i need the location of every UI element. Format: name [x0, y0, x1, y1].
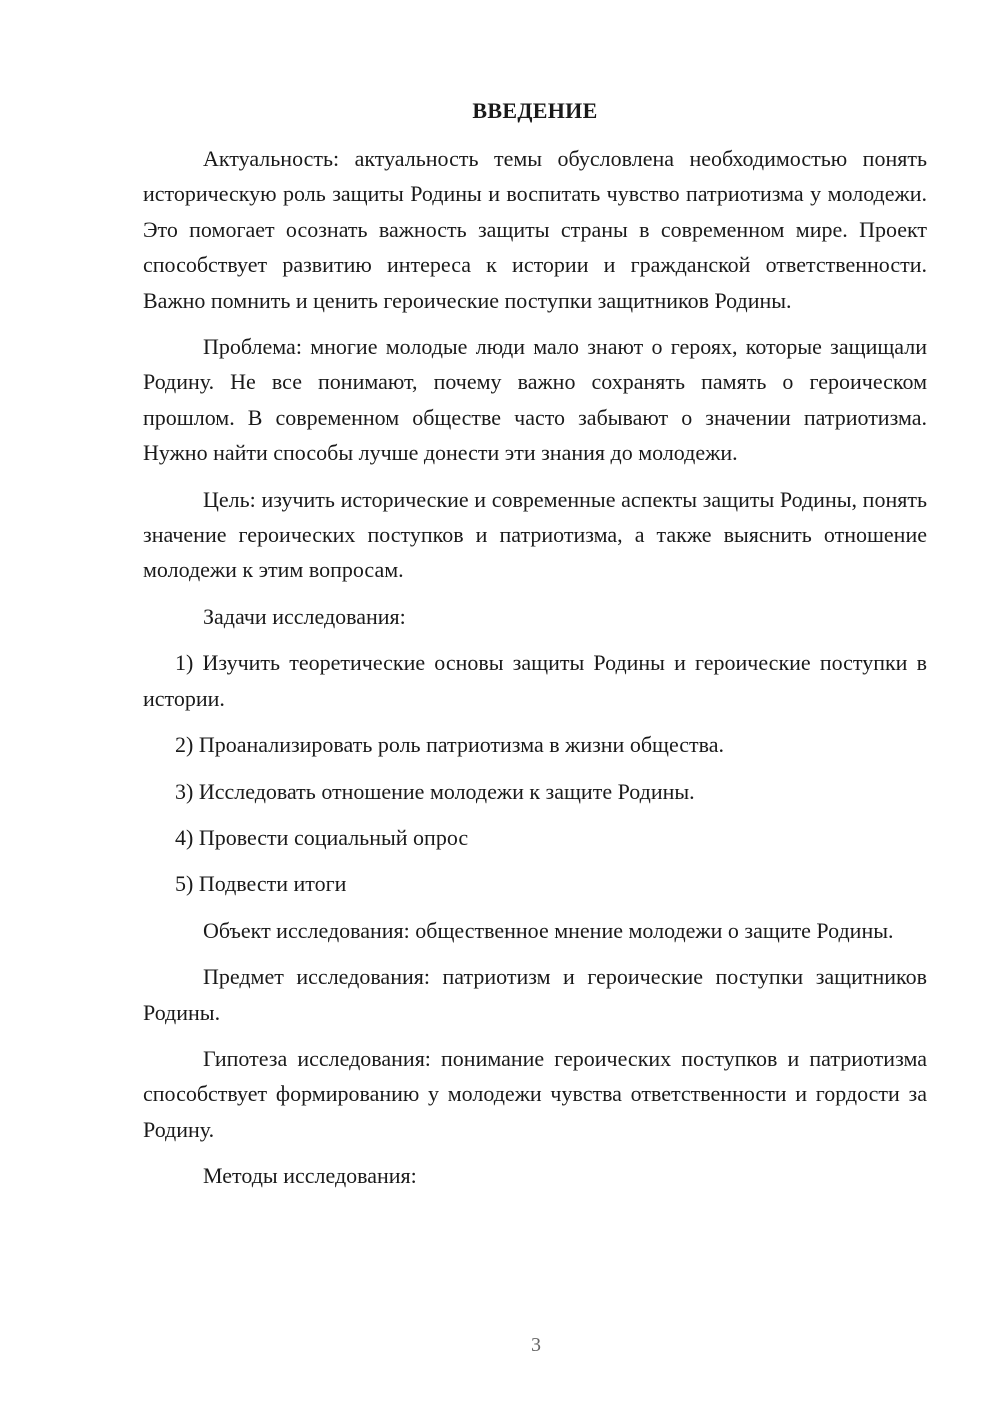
page-title: ВВЕДЕНИЕ — [472, 98, 598, 123]
paragraph-object: Объект исследования: общественное мнение молодежи о защите Родины. — [203, 917, 894, 943]
task-item-4: 4) Провести социальный опрос — [175, 824, 469, 850]
paragraph-subject: Предмет исследования: патриотизм и героические поступки защитников Родины. — [143, 964, 927, 1025]
paragraph-relevance: Актуальность: актуальность темы обусловлена необходимостью понять историческую роль защиты Родины и воспитать чувство патриотизма у молодежи. Это помогает осознать важность защиты страны в современном мире. Проект способствует развитию интереса к истории и гражданской ответственности. Важно помнить и ценить героические поступки защитников Родины. — [143, 146, 927, 313]
tasks-heading: Задачи исследования: — [203, 603, 406, 629]
paragraph-goal: Цель: изучить исторические и современные аспекты защиты Родины, понять значение героических поступков и патриотизма, а также выяснить отношение молодежи к этим вопросам. — [143, 486, 927, 583]
task-item-5: 5) Подвести итоги — [175, 871, 347, 897]
task-item-1: 1) Изучить теоретические основы защиты Родины и героические поступки в истории. — [143, 650, 927, 711]
task-item-3: 3) Исследовать отношение молодежи к защите Родины. — [175, 778, 695, 804]
paragraph-problem: Проблема: многие молодые люди мало знают о героях, которые защищали Родину. Не все понимают, почему важно сохранять память о героическом прошлом. В современном обществе часто забывают о значении патриотизма. Нужно найти способы лучше донести эти знания до молодежи. — [143, 334, 927, 466]
paragraph-hypothesis: Гипотеза исследования: понимание героических поступков и патриотизма способствует формированию у молодежи чувства ответственности и гордости за Родину. — [143, 1045, 927, 1142]
task-item-2: 2) Проанализировать роль патриотизма в жизни общества. — [175, 732, 725, 758]
page-number: 3 — [531, 1334, 541, 1356]
document-body — [143, 141, 927, 1205]
paragraph-methods: Методы исследования: — [203, 1163, 417, 1189]
